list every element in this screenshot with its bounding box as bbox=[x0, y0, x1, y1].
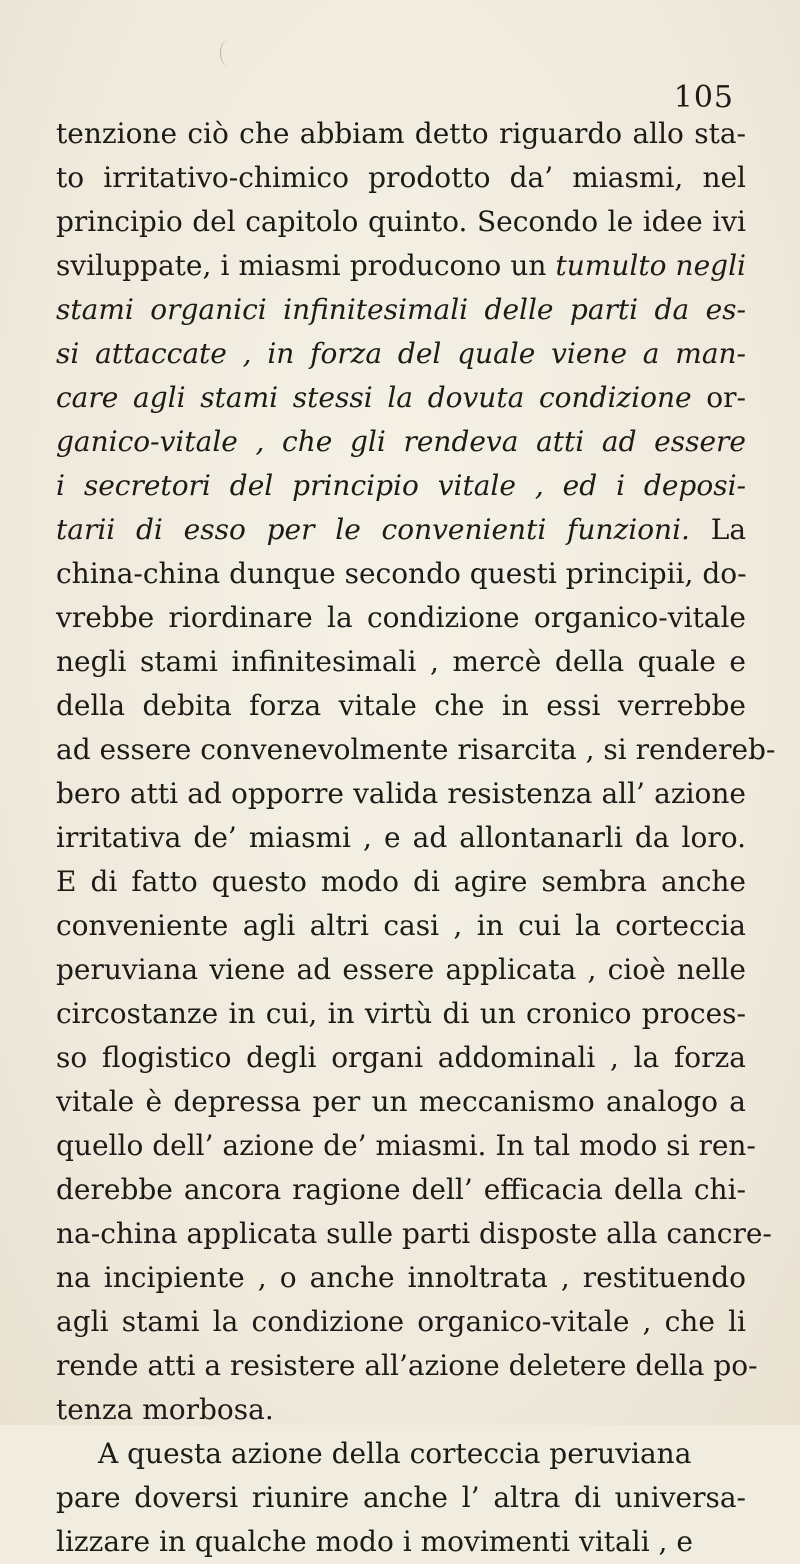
text-line bbox=[56, 596, 746, 640]
text-line bbox=[56, 1388, 746, 1432]
text-segment: tenza morbosa. bbox=[56, 1393, 274, 1426]
text-line bbox=[56, 288, 746, 332]
text-segment: A questa azione della corteccia peruviana bbox=[98, 1437, 692, 1470]
text-line bbox=[56, 156, 746, 200]
italic-text: ganico-vitale , che gli rendeva atti ad essere bbox=[56, 425, 746, 458]
text-line bbox=[56, 200, 746, 244]
text-segment: or- bbox=[706, 381, 746, 414]
text-segment: pare doversi riunire anche l’ altra di universa- bbox=[56, 1481, 746, 1514]
text-segment: della debita forza vitale che in essi verrebbe bbox=[56, 689, 746, 722]
text-line bbox=[56, 816, 746, 860]
text-segment: china-china dunque secondo questi principii, do- bbox=[56, 557, 747, 590]
text-segment: na-china applicata sulle parti disposte alla cancre- bbox=[56, 1217, 772, 1250]
text-segment: tenzione ciò che abbiam detto riguardo allo sta- bbox=[56, 117, 746, 150]
text-line bbox=[56, 1432, 746, 1476]
text-line bbox=[56, 376, 746, 420]
text-segment: negli stami infinitesimali , mercè della quale e bbox=[56, 645, 746, 678]
text-segment: principio del capitolo quinto. Secondo le idee ivi bbox=[56, 205, 746, 238]
text-segment: vitale è depressa per un meccanismo analogo a bbox=[56, 1085, 746, 1118]
text-line bbox=[56, 1168, 746, 1212]
text-line bbox=[56, 552, 746, 596]
text-segment: ad essere convenevolmente risarcita , si rendereb- bbox=[56, 733, 776, 766]
text-segment: na incipiente , o anche innoltrata , restituendo bbox=[56, 1261, 746, 1294]
text-line bbox=[56, 904, 746, 948]
text-segment: sviluppate, i miasmi producono un bbox=[56, 249, 556, 282]
text-line bbox=[56, 112, 746, 156]
text-segment: agli stami la condizione organico-vitale , che li bbox=[56, 1305, 746, 1338]
text-line bbox=[56, 772, 746, 816]
text-line bbox=[56, 860, 746, 904]
text-line bbox=[56, 1256, 746, 1300]
text-line bbox=[56, 1476, 746, 1520]
text-segment: lizzare in qualche modo i movimenti vitali , e bbox=[56, 1525, 693, 1558]
text-line bbox=[56, 332, 746, 376]
text-line bbox=[56, 1344, 758, 1388]
text-line bbox=[56, 420, 746, 464]
text-line bbox=[56, 948, 746, 992]
text-segment: E di fatto questo modo di agire sembra anche bbox=[56, 865, 746, 898]
text-line bbox=[56, 992, 746, 1036]
italic-text: tarii di esso per le convenienti funzioni. bbox=[56, 513, 690, 546]
text-segment: conveniente agli altri casi , in cui la corteccia bbox=[56, 909, 746, 942]
text-line bbox=[56, 244, 746, 288]
page-number: 105 bbox=[673, 80, 734, 115]
body-text bbox=[56, 112, 776, 1564]
text-segment: bero atti ad opporre valida resistenza all’ azione bbox=[56, 777, 746, 810]
italic-text: stami organici infinitesimali delle parti da es- bbox=[56, 293, 746, 326]
italic-text: tumulto negli bbox=[555, 249, 746, 282]
text-segment: circostanze in cui, in virtù di un cronico proces- bbox=[56, 997, 746, 1030]
text-segment: peruviana viene ad essere applicata , cioè nelle bbox=[56, 953, 746, 986]
italic-text: si attaccate , in forza del quale viene a man- bbox=[56, 337, 746, 370]
text-segment: derebbe ancora ragione dell’ efficacia della chi- bbox=[56, 1173, 746, 1206]
text-line bbox=[56, 1080, 746, 1124]
text-line bbox=[56, 508, 746, 552]
text-line bbox=[56, 684, 746, 728]
text-line bbox=[56, 1036, 746, 1080]
text-segment: rende atti a resistere all’azione deletere della po- bbox=[56, 1349, 758, 1382]
text-line bbox=[56, 464, 746, 508]
text-line bbox=[56, 640, 746, 684]
text-line bbox=[56, 728, 776, 772]
italic-text: i secretori del principio vitale , ed i deposi- bbox=[56, 469, 746, 502]
text-line bbox=[56, 1520, 746, 1564]
text-line bbox=[56, 1124, 756, 1168]
italic-text: care agli stami stessi la dovuta condizione bbox=[56, 381, 707, 414]
text-segment: to irritativo-chimico prodotto da’ miasmi, nel bbox=[56, 161, 746, 194]
text-segment: quello dell’ azione de’ miasmi. In tal modo si ren- bbox=[56, 1129, 756, 1162]
text-segment: La bbox=[689, 513, 747, 546]
paper-mark bbox=[220, 40, 235, 66]
text-segment: so flogistico degli organi addominali , la forza bbox=[56, 1041, 746, 1074]
text-segment: irritativa de’ miasmi , e ad allontanarli da loro. bbox=[56, 821, 746, 854]
text-line bbox=[56, 1212, 772, 1256]
text-segment: vrebbe riordinare la condizione organico-vitale bbox=[56, 601, 746, 634]
text-line bbox=[56, 1300, 746, 1344]
